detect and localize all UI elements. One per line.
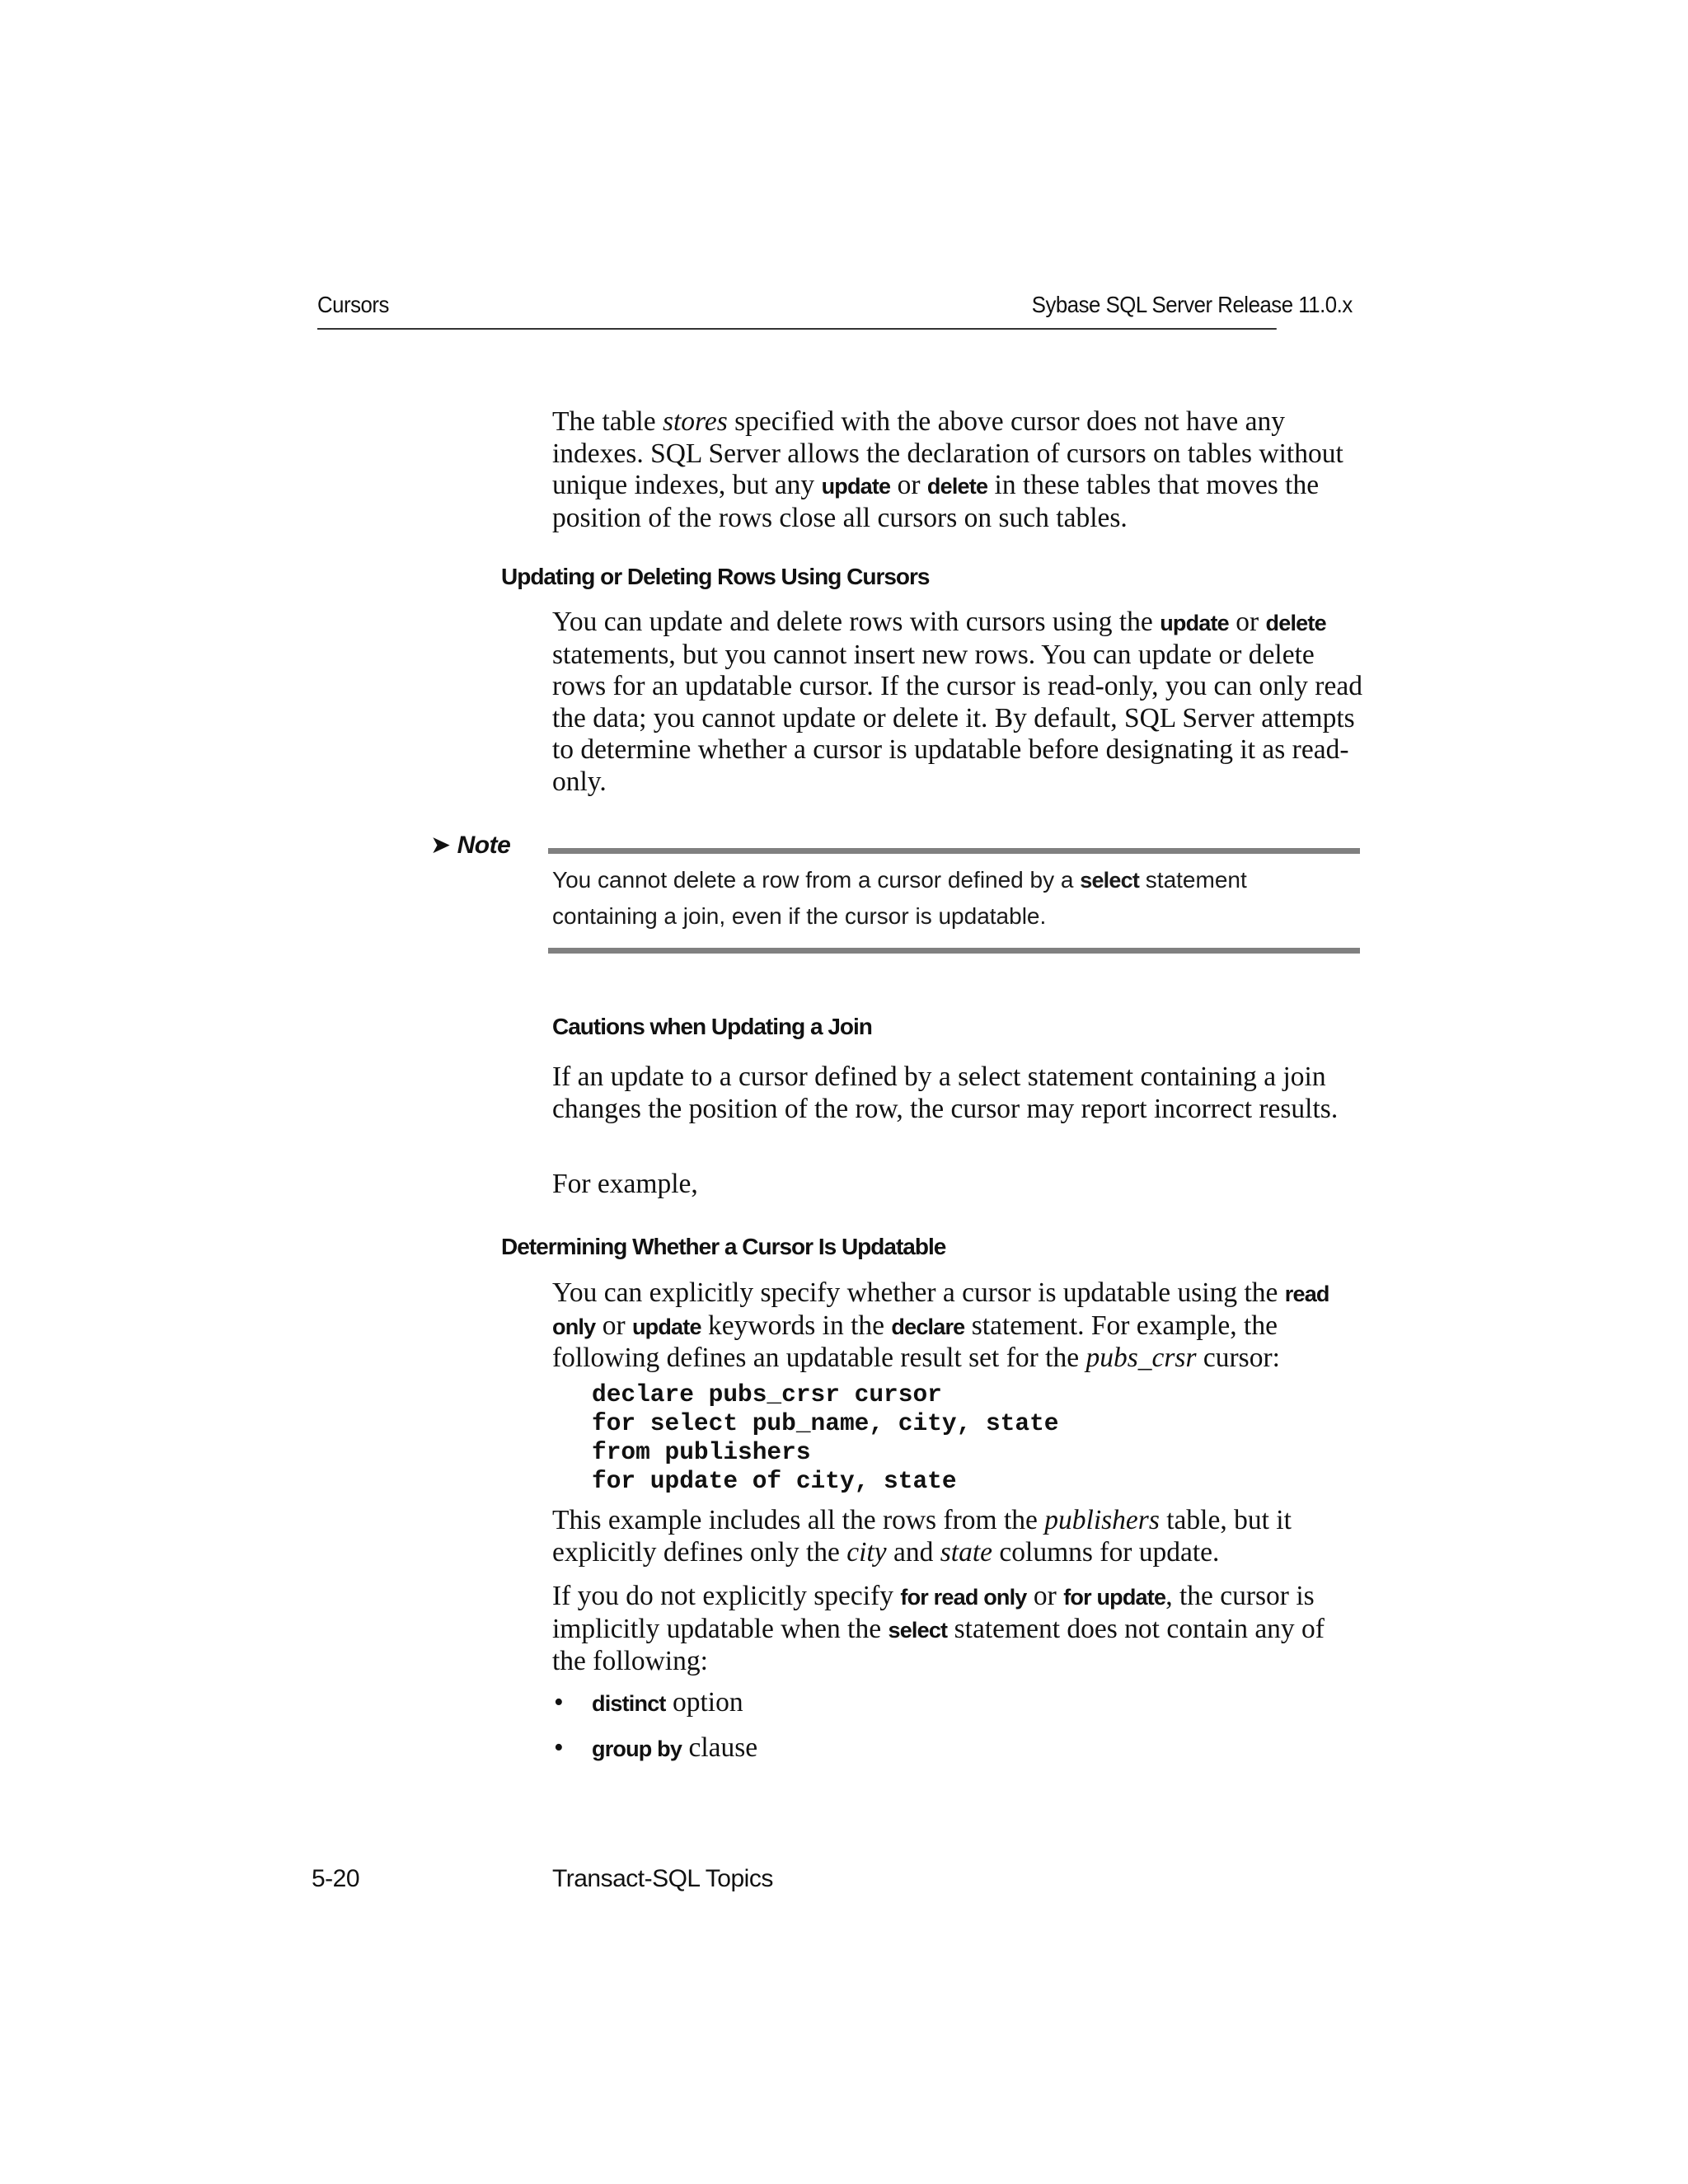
paragraph-implicitly-updatable: If you do not explicitly specify for read only or for update, the cursor is implicitly updatable when the select statement does not contain any of the following:	[552, 1581, 1325, 1676]
note-bottom-rule	[548, 948, 1360, 954]
arrow-icon: ➤	[430, 832, 451, 859]
running-header	[317, 290, 1353, 330]
code-line: for select pub_name, city, state	[592, 1409, 1059, 1437]
read-only-keyword: read only	[552, 1282, 1329, 1339]
section-heading-updating-deleting: Updating or Deleting Rows Using Cursors	[501, 564, 930, 589]
delete-keyword: delete	[926, 474, 988, 499]
for-update-keyword: for update	[1063, 1585, 1166, 1610]
code-line: declare pubs_crsr cursor	[592, 1380, 942, 1408]
update-keyword: update	[631, 1314, 701, 1339]
delete-keyword: delete	[1265, 611, 1326, 635]
publishers-term: publishers	[1044, 1505, 1160, 1535]
paragraph-for-example: For example,	[552, 1169, 698, 1199]
declare-keyword: declare	[891, 1314, 965, 1339]
list-item: • distinct option	[554, 1687, 743, 1718]
bullet-icon: •	[554, 1687, 564, 1718]
stores-term: stores	[662, 406, 728, 437]
subsection-heading-cautions: Cautions when Updating a Join	[552, 1014, 872, 1039]
select-keyword: select	[888, 1617, 948, 1643]
header-product-title: Sybase SQL Server Release 11.0.x	[1031, 292, 1353, 317]
paragraph-stores-indexes: The table stores specified with the above cursor does not have any indexes. SQL Server allows the declaration of cursors on tables without unique indexes, but any update or delete in these tables that moves the position of the rows close all cursors on such tables.	[552, 406, 1343, 533]
distinct-keyword: distinct	[592, 1691, 666, 1716]
header-chapter-title: Cursors	[317, 292, 389, 317]
select-keyword: select	[1080, 868, 1140, 893]
footer-book-title: Transact-SQL Topics	[552, 1865, 773, 1892]
code-line: from publishers	[592, 1438, 811, 1466]
bullet-list	[552, 1687, 1364, 1777]
bullet-icon: •	[554, 1732, 564, 1763]
for-read-only-keyword: for read only	[900, 1585, 1027, 1610]
note-top-rule	[548, 848, 1360, 854]
list-item: • group by clause	[554, 1732, 758, 1763]
pubs-crsr-term: pubs_crsr	[1085, 1343, 1197, 1373]
paragraph-explicitly-specify: You can explicitly specify whether a cursor is updatable using the read only or update keywords in the declare statement. For example, the following defines an updatable result set for the pubs_crsr cursor:	[552, 1277, 1329, 1373]
update-keyword: update	[1160, 611, 1229, 635]
state-term: state	[940, 1536, 993, 1568]
paragraph-cautions: If an update to a cursor defined by a select statement containing a join changes the position of the row, the cursor may report incorrect results.	[552, 1062, 1339, 1124]
paragraph-publishers-example: This example includes all the rows from the publishers table, but it explicitly defines only the city and state columns for update.	[552, 1505, 1292, 1568]
code-line: for update of city, state	[592, 1467, 957, 1495]
city-term: city	[846, 1536, 887, 1568]
page-number: 5-20	[312, 1865, 360, 1892]
section-heading-determining-updatable: Determining Whether a Cursor Is Updatable	[501, 1234, 946, 1259]
code-example	[592, 1380, 1059, 1496]
group-by-keyword: group by	[592, 1736, 682, 1761]
note-text: You cannot delete a row from a cursor defined by a select statement containing a join, even if the cursor is updatable.	[552, 867, 1247, 929]
paragraph-update-delete-rows: You can update and delete rows with cursors using the update or delete statements, but you cannot insert new rows. You can update or delete rows for an updatable cursor. If the cursor is read-only, you can only read the data; you cannot update or delete it. By default, SQL Server attempts to determine whether a cursor is updatable before designating it as read-only.	[552, 607, 1362, 797]
update-keyword: update	[821, 474, 891, 499]
note-label: ➤ Note	[430, 832, 511, 859]
